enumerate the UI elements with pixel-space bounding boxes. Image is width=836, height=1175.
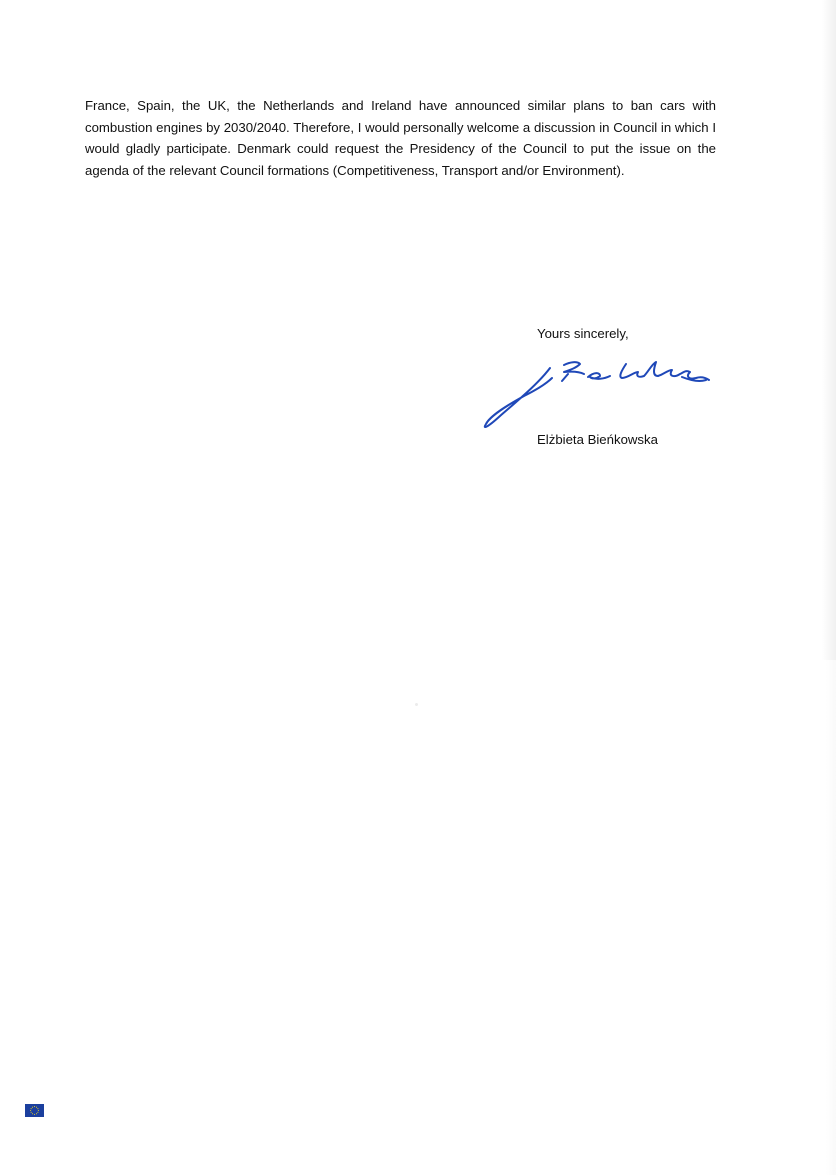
scan-speck: [415, 703, 418, 706]
eu-flag-icon: [25, 1104, 44, 1117]
closing-line: Yours sincerely,: [537, 326, 629, 341]
body-paragraph: France, Spain, the UK, the Netherlands and Ireland have announced similar plans to ban cars with combustion engines by 2030/2040. Therefore, I would personally welcome a discussion in Council in which I would gladly participate. Denmark could request the Presidency of the Council to put the issue on the agenda of the relevant Council formations (Competitiveness, Transport and/or Environment).: [85, 98, 716, 178]
scan-edge-shadow: [822, 0, 836, 660]
signer-name: Elżbieta Bieńkowska: [537, 432, 658, 447]
scan-edge-shadow-lower: [826, 660, 836, 1175]
signature-image: [478, 350, 718, 432]
